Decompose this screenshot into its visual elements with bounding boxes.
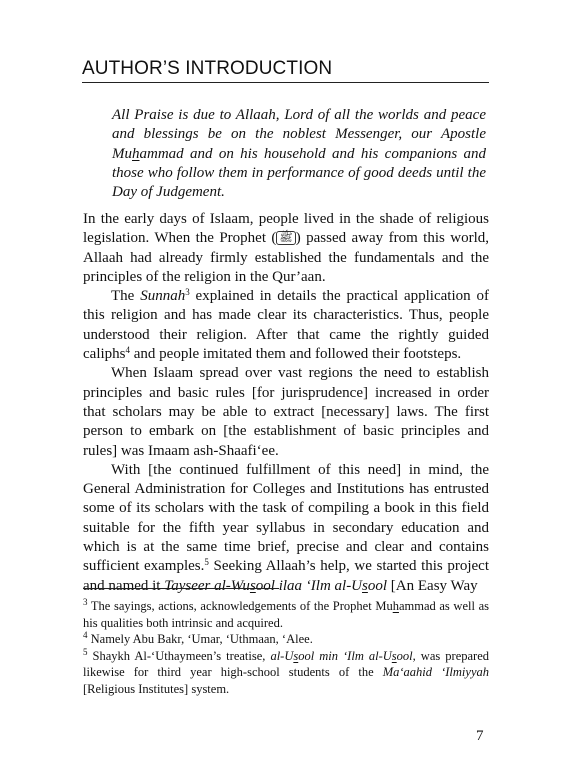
- paragraph-text: In the early days of Islaam, people lived in the shade of religious legislation. When the Prophet (: [83, 211, 489, 247]
- title-part: ool: [367, 577, 388, 594]
- institutes-title: Ma‘aahid ‘Ilmiyyah: [382, 665, 489, 680]
- footnote-ref-3[interactable]: 3: [185, 287, 190, 298]
- footnote-text: ammad as well as his qualities both intrinsic and acquired.: [83, 599, 490, 630]
- book-title: [164, 578, 387, 594]
- paragraph-3: When Islaam spread over vast regions the need to establish principles and basic rules [for jurisprudence] increased in order that scholars may be able to extract [necessary] laws. The first person to embark on [the establishment of basic principles and rules] was Imaam ash-Shaafi‘ee.: [83, 365, 489, 459]
- paragraph-text: [An Easy Way: [387, 577, 478, 594]
- paragraph-text: The: [111, 288, 141, 305]
- body-text: [83, 210, 489, 596]
- title-part: s: [293, 648, 299, 663]
- footnote-number: 5: [83, 646, 88, 657]
- footnote-separator: [83, 588, 279, 589]
- page-number: 7: [476, 728, 484, 744]
- footnote-ref-5[interactable]: 5: [204, 557, 209, 568]
- title-part: al-U: [270, 648, 294, 663]
- footnote-5: [83, 648, 489, 698]
- title-part: s: [391, 648, 397, 663]
- footnote-text: was prepared likewise for third year high-school students of the: [83, 648, 489, 680]
- paragraph-4: [83, 461, 489, 596]
- invocation-paragraph: [112, 106, 486, 202]
- footnote-text: Shaykh Al-‘Uthaymeen’s treatise,: [87, 648, 271, 663]
- paragraph-2: [83, 287, 489, 364]
- salutation-symbol: ﷺ: [276, 231, 295, 245]
- footnote-text: [Religious Institutes] system.: [83, 681, 230, 696]
- invocation-text-part: h: [132, 145, 140, 162]
- paragraph-text: ) passed away from this world, Allaah had already firmly established the fundamentals and the principles of the religion in the Qur’aan.: [83, 230, 489, 285]
- title-part: ool,: [396, 648, 416, 663]
- invocation-text-part: All Praise is due to Allaah, Lord of all the worlds and peace and blessings be on the noblest Messenger, our Apostle Mu: [112, 107, 486, 162]
- sunnah-term: Sunnah: [140, 288, 186, 305]
- treatise-title: [270, 649, 415, 663]
- section-heading: AUTHOR’S INTRODUCTION: [82, 58, 333, 79]
- title-part: ool min ‘Ilm al-U: [298, 648, 392, 663]
- heading-underline: [82, 82, 489, 83]
- paragraph-1: [83, 210, 489, 287]
- paragraph-text: and people imitated them and followed their footsteps.: [130, 346, 462, 363]
- footnote-text: Namely Abu Bakr, ‘Umar, ‘Uthmaan, ‘Alee.: [87, 632, 313, 647]
- footnote-3: [83, 598, 489, 631]
- title-part: Tayseer al-Wu: [164, 577, 250, 594]
- title-part: ool ilaa ‘Ilm al-U: [255, 577, 363, 594]
- title-part: s: [249, 577, 256, 594]
- invocation-text-part: ammad and on his household and his companions and those who follow them in performance of good deeds until the Day of Judgement.: [112, 145, 486, 201]
- footnote-4: [83, 631, 489, 648]
- footnote-ref-4[interactable]: 4: [125, 345, 130, 356]
- paragraph-text: explained in details the practical application of this religion and has made clear its characteristics. Thus, people understood their religion. After that came the rightly guided caliphs: [83, 288, 489, 363]
- footnote-text: The sayings, actions, acknowledgements of the Prophet Mu: [87, 599, 393, 613]
- title-part: s: [362, 577, 368, 594]
- paragraph-text: With [the continued fulfillment of this need] in mind, the General Administration for Colleges and Institutions has entrusted some of its scholars with the task of compiling a book in this field suitable for the fifth year syllabus in secondary education and which is at the same time brief, precise and clear and contains sufficient examples.: [83, 461, 489, 575]
- paragraph-text: Seeking Allaah’s help, we started this project and named it: [83, 558, 489, 594]
- footnote-text: h: [392, 599, 399, 613]
- footnote-number: 4: [83, 630, 88, 641]
- footnotes: [83, 598, 489, 698]
- footnote-number: 3: [83, 597, 88, 607]
